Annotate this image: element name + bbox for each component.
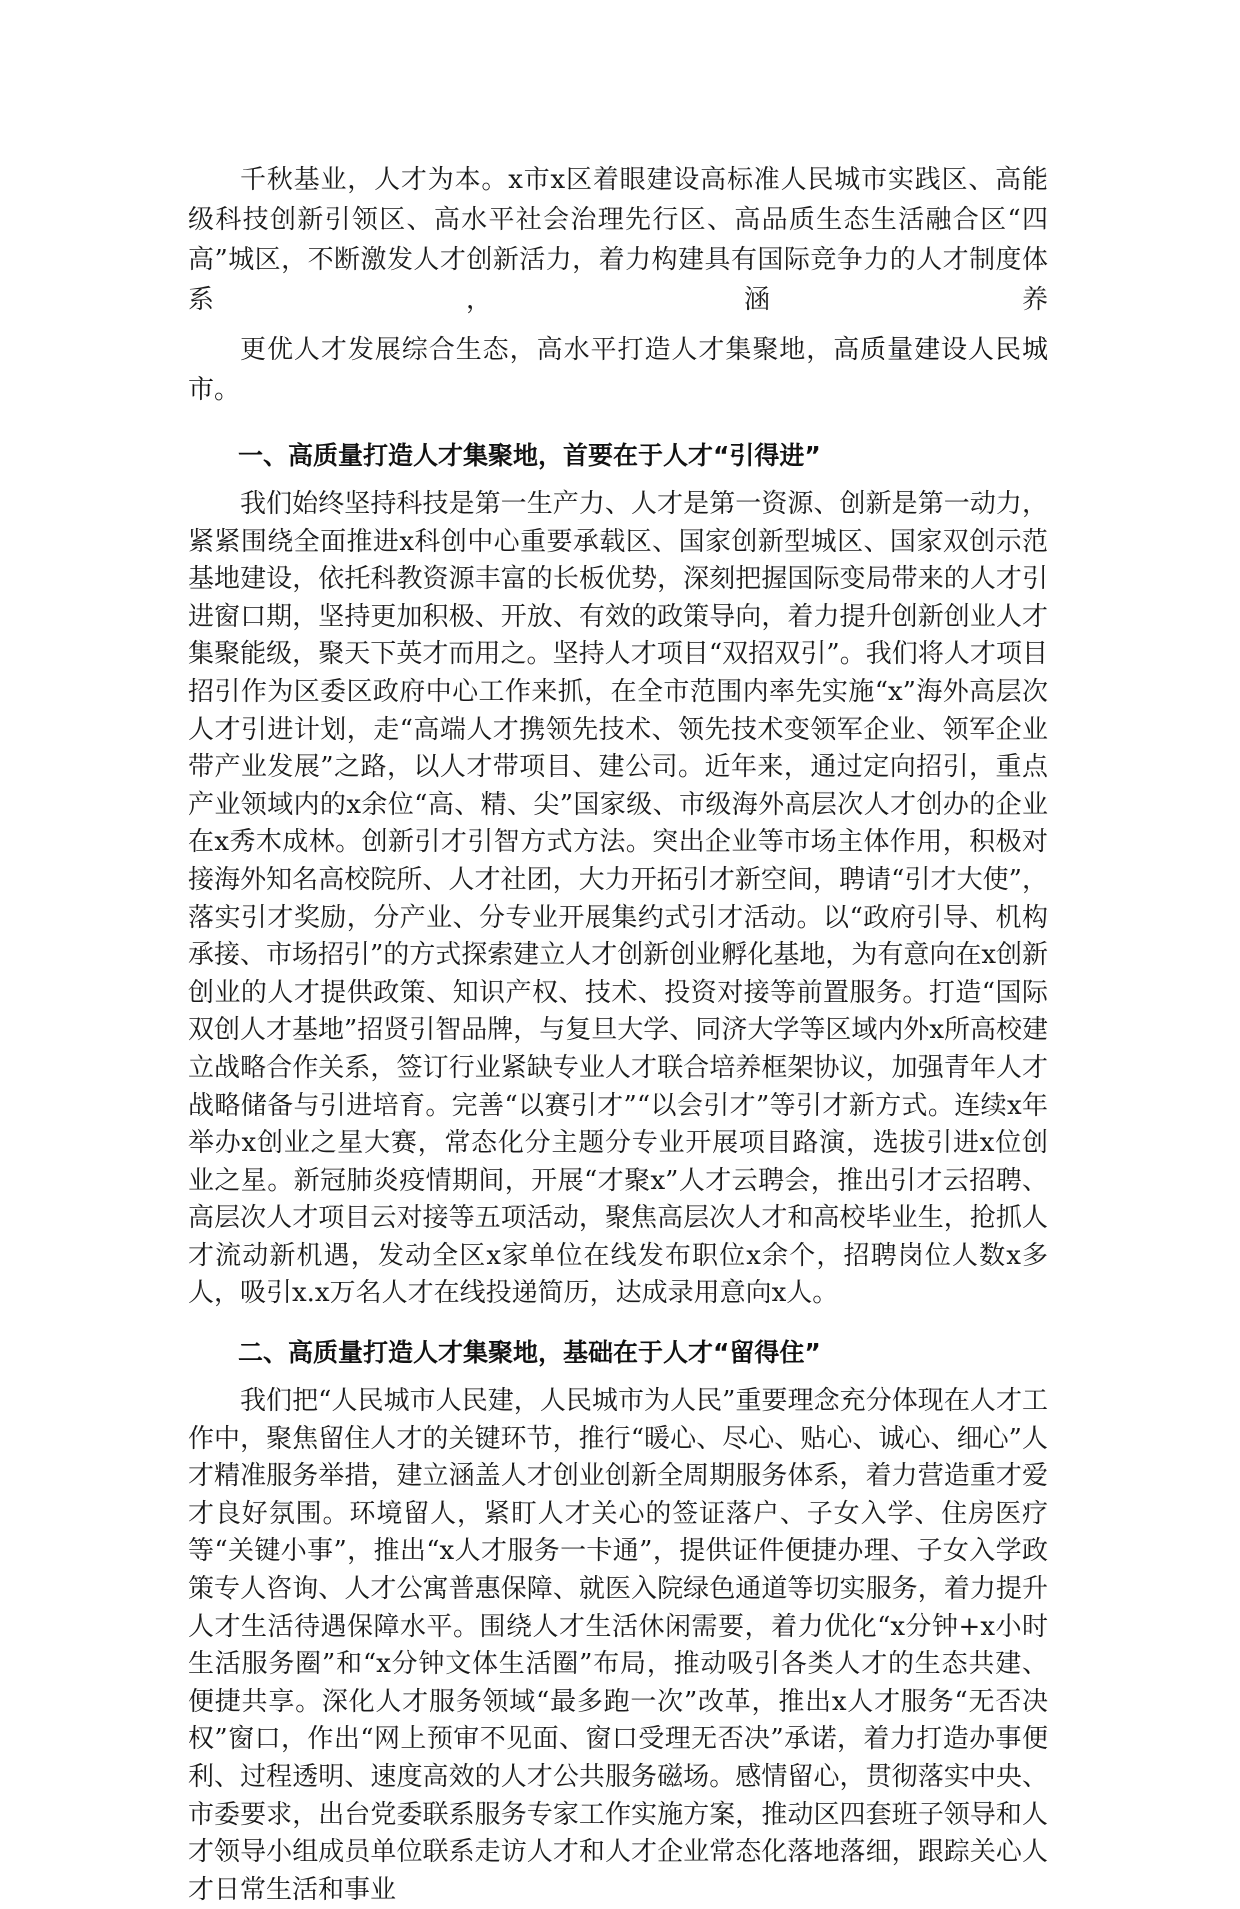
intro-emphasis-text: 高质量建设人民城市。 <box>188 335 1048 405</box>
intro-tail-text: 更优人才发展综合生态，高水平打造人才集聚地， <box>240 335 834 365</box>
section-2-body: 我们把“人民城市人民建，人民城市为人民”重要理念充分体现在人才工作中，聚焦留住人才的关键环节，推行“暖心、尽心、贴心、诚心、细心”人才精准服务举措，建立涵盖人才创业创新全周期服务体系，着力营造重才爱才良好氛围。环境留人，紧盯人才关心的签证落户、子女入学、住房医疗等“关键小事”，推出“x人才服务一卡通”，提供证件便捷办理、子女入学政策专人咨询、人才公寓普惠保障、就医入院绿色通道等切实服务，着力提升人才生活待遇保障水平。围绕人才生活休闲需要，着力优化“x分钟+x小时生活服务圈”和“x分钟文体生活圈”布局，推动吸引各类人才的生态共建、便捷共享。深化人才服务领域“最多跑一次”改革，推出x人才服务“无否决权”窗口，作出“网上预审不见面、窗口受理无否决”承诺，着力打造办事便利、过程透明、速度高效的人才公共服务磁场。感情留心，贯彻落实中央、市委要求，出台党委联系服务专家工作实施方案，推动区四套班子领导和人才领导小组成员单位联系走访人才和人才企业常态化落地落细，跟踪关心人才日常生活和事业 <box>188 1386 1048 1905</box>
section-1-body: 我们始终坚持科技是第一生产力、人才是第一资源、创新是第一动力，紧紧围绕全面推进x科创中心重要承载区、国家创新型城区、国家双创示范基地建设，依托科教资源丰富的长板优势，深刻把握国际变局带来的人才引进窗口期，坚持更加积极、开放、有效的政策导向，着力提升创新创业人才集聚能级，聚天下英才而用之。坚持人才项目“双招双引”。我们将人才项目招引作为区委区政府中心工作来抓，在全市范围内率先实施“x”海外高层次人才引进计划，走“高端人才携领先技术、领先技术变领军企业、领军企业带产业发展”之路，以人才带项目、建公司。近年来，通过定向招引，重点产业领域内的x余位“高、精、尖”国家级、市级海外高层次人才创办的企业在x秀木成林。创新引才引智方式方法。突出企业等市场主体作用，积极对接海外知名高校院所、人才社团，大力开拓引才新空间，聘请“引才大使”，落实引才奖励，分产业、分专业开展集约式引才活动。以“政府引导、机构承接、市场招引”的方式探索建立人才创新创业孵化基地，为有意向在x创新创业的人才提供政策、知识产权、技术、投资对接等前置服务。打造“国际双创人才基地”招贤引智品牌，与复旦大学、同济大学等区域内外x所高校建立战略合作关系，签订行业紧缺专业人才联合培养框架协议，加强青年人才战略储备与引进培育。完善“以赛引才”“以会引才”等引才新方式。连续x年举办x创业之星大赛，常态化分主题分专业开展项目路演，选拔引进x位创业之星。新冠肺炎疫情期间，开展“才聚x”人才云聘会，推出引才云招聘、高层次人才项目云对接等五项活动，聚焦高层次人才和高校毕业生，抢抓人才流动新机遇，发动全区x家单位在线发布职位x余个，招聘岗位人数x多人，吸引x.x万名人才在线投递简历，达成录用意向x人。 <box>188 489 1048 1309</box>
intro-text: 千秋基业，人才为本。x市x区着眼建设高标准人民城市实践区、高能级科技创新引领区、高水平社会治理先行区、高品质生态生活融合区“四高”城区，不断激发人才创新活力，着力构建具有国际竞争力的人才制度体系，涵养 <box>188 165 1048 315</box>
intro-paragraph <box>188 160 1048 410</box>
section-1-heading: 一、高质量打造人才集聚地，首要在于人才“引得进” <box>238 441 821 470</box>
intro-last-line <box>188 330 1048 410</box>
document-page <box>188 160 1048 1909</box>
section-2-heading: 二、高质量打造人才集聚地，基础在于人才“留得住” <box>238 1338 821 1368</box>
